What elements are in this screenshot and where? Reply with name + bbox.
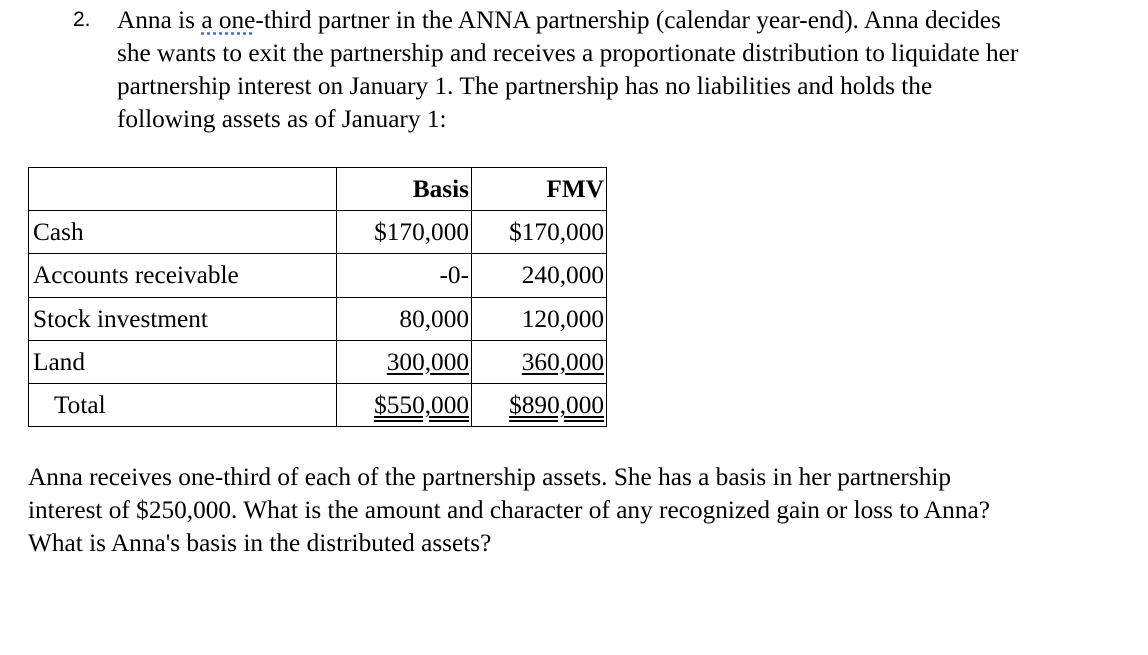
table-row [29,340,607,383]
follow-up-line-3: What is Anna's basis in the distributed assets? [28,529,492,557]
total-label: Total [29,383,337,426]
question-number: 2. [73,8,91,31]
double-underlined-value: $890,000 [509,391,604,420]
table-total-row [29,383,607,426]
question-line-4: following assets as of January 1: [117,105,447,133]
question-line-1-end: -third partner in the ANNA partnership (calendar year-end). Anna decides [255,6,1001,34]
follow-up-line-2: interest of $250,000. What is the amount and character of any recognized gain or loss to Anna? [28,496,990,524]
question-line-3: partnership interest on January 1. The partnership has no liabilities and holds the [117,72,933,100]
row-basis: 80,000 [337,297,472,340]
row-label: Stock investment [29,297,337,340]
table-row [29,211,607,254]
header-empty-cell [29,168,337,211]
row-fmv [472,340,607,383]
table-row [29,297,607,340]
row-basis: $170,000 [337,211,472,254]
row-basis: -0- [337,254,472,297]
spelling-flagged-text: a one [201,6,256,34]
follow-up-line-1: Anna receives one-third of each of the partnership assets. She has a basis in her partnership [28,463,952,491]
question-line-1 [117,4,1147,37]
row-fmv: 120,000 [472,297,607,340]
row-fmv: $170,000 [472,211,607,254]
question-line-1-start: Anna is [117,6,202,34]
row-fmv: 240,000 [472,254,607,297]
row-label: Cash [29,211,337,254]
header-fmv: FMV [472,168,607,211]
row-label: Accounts receivable [29,254,337,297]
total-fmv [472,383,607,426]
question-text [117,4,1147,136]
table-row [29,254,607,297]
underlined-value: 300,000 [386,347,469,376]
follow-up-question [28,461,1146,560]
assets-table [28,167,607,427]
row-basis [337,340,472,383]
row-label: Land [29,340,337,383]
table-header-row [29,168,607,211]
underlined-value: 360,000 [521,347,604,376]
question-line-2: she wants to exit the partnership and receives a proportionate distribution to liquidate her [117,39,1019,67]
header-basis: Basis [337,168,472,211]
total-basis [337,383,472,426]
double-underlined-value: $550,000 [374,391,469,420]
